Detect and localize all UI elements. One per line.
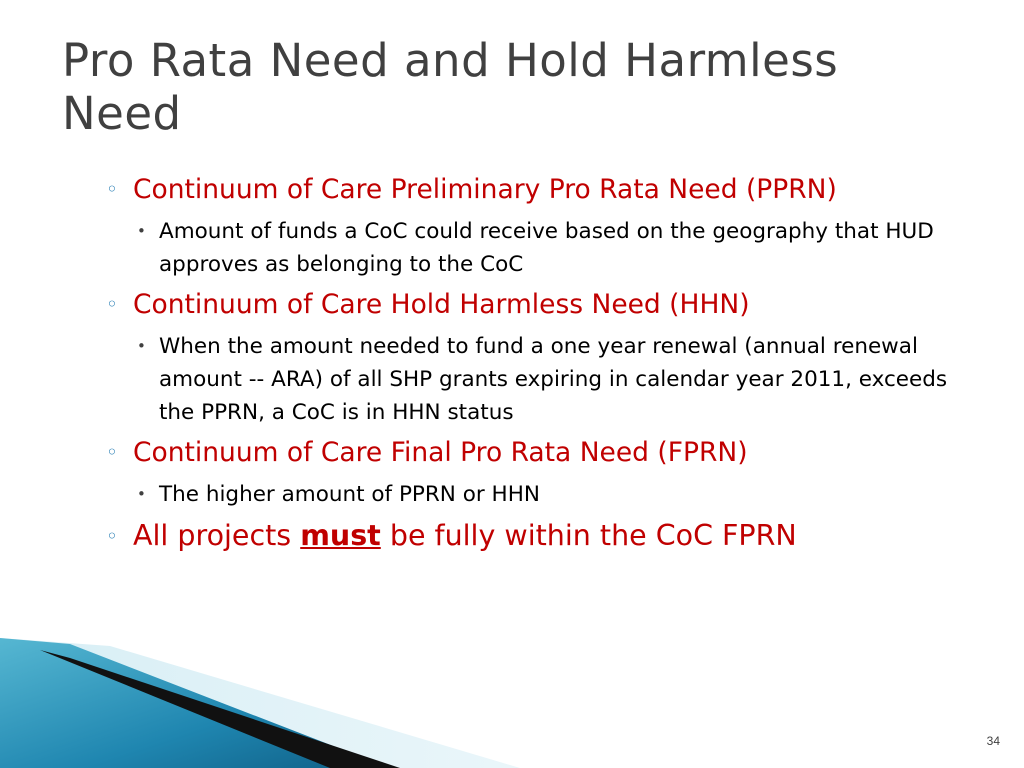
- bullet-text-after: be fully within the CoC FPRN: [389, 519, 797, 552]
- bullet-hhn: [104, 287, 974, 322]
- bullet-all-projects: [104, 517, 974, 555]
- sub-bullet-fprn: [104, 478, 974, 511]
- sub-bullet-text: Amount of funds a CoC could receive based on the geography that HUD approves as belonging to the CoC: [159, 219, 934, 277]
- sub-bullet-pprn: [104, 215, 974, 281]
- circle-bullet-icon: ◦: [106, 292, 118, 316]
- emphasis-must: must: [300, 519, 381, 552]
- circle-bullet-icon: ◦: [106, 177, 118, 201]
- bullet-pprn: [104, 172, 974, 207]
- bullet-text: Continuum of Care Final Pro Rata Need (FPRN): [133, 437, 748, 468]
- sub-bullet-text: The higher amount of PPRN or HHN: [159, 482, 540, 507]
- bullet-text: Continuum of Care Preliminary Pro Rata Need (PPRN): [133, 174, 837, 205]
- bullet-fprn: [104, 435, 974, 470]
- sub-bullet-text: When the amount needed to fund a one year renewal (annual renewal amount -- ARA) of all SHP grants expiring in calendar year 2011, exceeds the PPRN, a CoC is in HHN status: [159, 334, 948, 425]
- sub-bullet-hhn: [104, 330, 974, 429]
- circle-bullet-icon: ◦: [106, 440, 118, 464]
- bullet-list: [104, 172, 974, 563]
- dot-bullet-icon: •: [137, 222, 146, 240]
- dot-bullet-icon: •: [137, 485, 146, 503]
- slide-number: 34: [986, 734, 1000, 748]
- bullet-text-before: All projects: [133, 519, 292, 552]
- slide-title: Pro Rata Need and Hold Harmless Need: [62, 34, 839, 140]
- circle-bullet-icon: ◦: [106, 524, 118, 548]
- bullet-text: Continuum of Care Hold Harmless Need (HHN): [133, 289, 750, 320]
- corner-decoration: [0, 638, 520, 768]
- dot-bullet-icon: •: [137, 337, 146, 355]
